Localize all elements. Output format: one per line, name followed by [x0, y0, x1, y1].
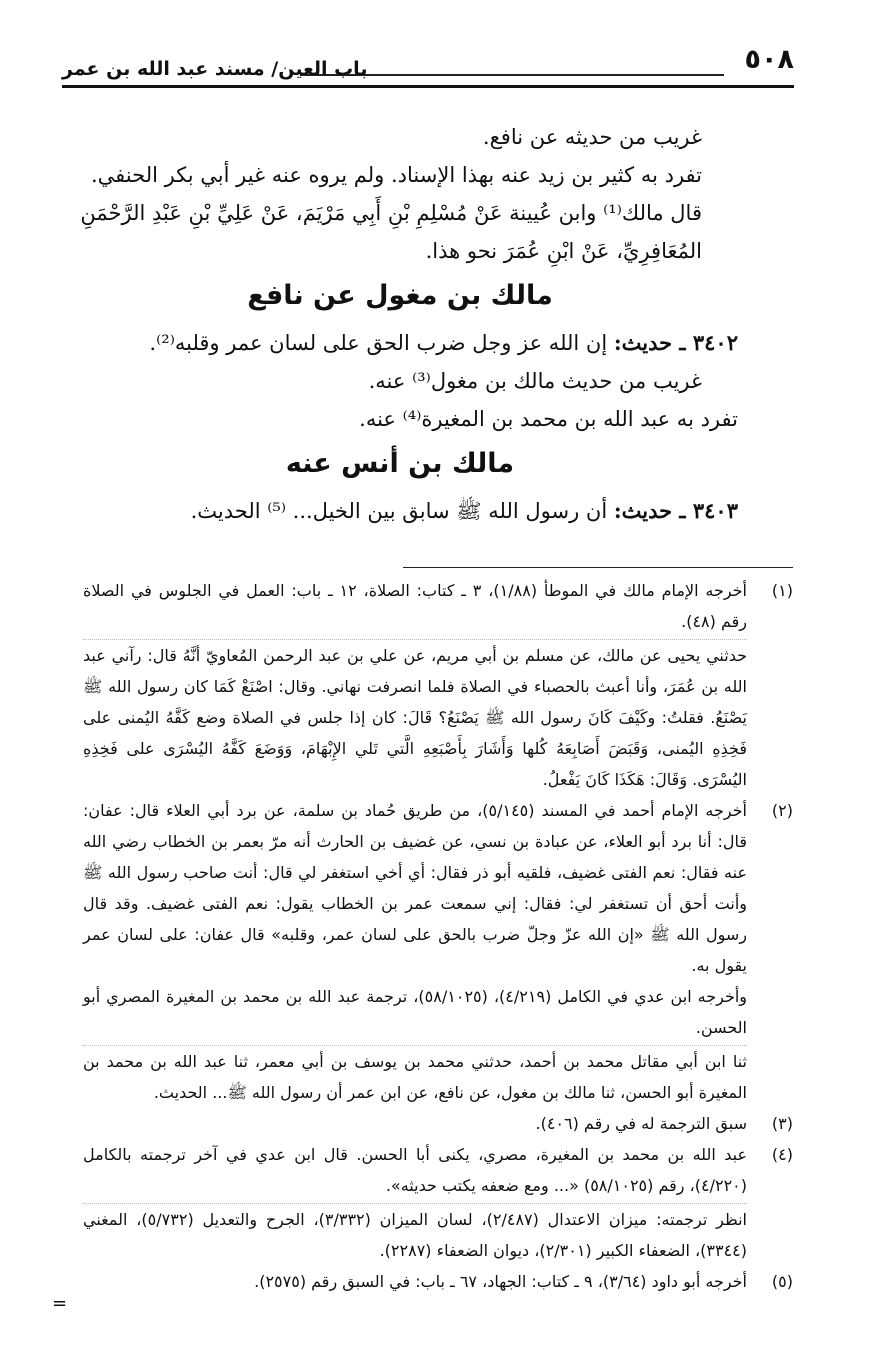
footnote [83, 1266, 793, 1297]
footnote-text: انظر ترجمته: ميزان الاعتدال (٢/٤٨٧)، لسان الميزان (٣/٣٣٢)، الجرح والتعديل (٥/٧٣٢)، المغني (٣٣٤٤)، الضعفاء الكبير (٢/٣٠١)، ديوان الضعفاء (٢٢٨٧). [83, 1203, 747, 1266]
footnote-text: أخرجه الإمام مالك في الموطأ (١/٨٨)، ٣ ـ كتاب: الصلاة، ١٢ ـ باب: العمل في الجلوس في الصلاة رقم (٤٨). [83, 581, 748, 631]
footnote-number: (٤) [771, 1145, 793, 1164]
paragraph: قال مالك⁽¹⁾ وابن عُيينة عَنْ مُسْلِمِ بْنِ أَبِي مَرْيَمَ، عَنْ عَلِيِّ بْنِ عَبْدِ الرَّحْمَنِ المُعَافِرِيِّ، عَنْ ابْنِ عُمَرَ نحو هذا. [80, 201, 702, 263]
footnote-number: (٥) [771, 1272, 793, 1291]
footnote-number: (٢) [771, 801, 793, 820]
paragraph: تفرد به عبد الله بن محمد بن المغيرة⁽⁴⁾ عنه. [359, 407, 738, 431]
footnote-text: حدثني يحيى عن مالك، عن مسلم بن أبي مريم، عن علي بن عبد الرحمن المُعاويّ أنَّهُ قال: رآني عبد الله بن عُمَرَ، وأنا أعبث بالحصباء في الصلاة فلما انصرفت نهاني. وقال: اصْنَعْ كَمَا كان رسول الله ﷺ يَصْنَعُ. فقلتُ: وكَيْفَ كَانَ رسول الله ﷺ يَصْنَعُ؟ قَالَ: كان إذا جلس في الصلاة وضع كَفَّهُ اليُمنى على فَخِذِهِ اليُمنى، وَقَبَضَ أَصَابِعَهُ كُلها وَأَشَارَ بِأَصْبَعِهِ الَّتي تَلي الإِبْهَامَ، وَوَضَعَ كَفَّهُ اليُسْرَى على فَخِذِهِ اليُسْرَى. وَقَالَ: هَكَذَا كَانَ يَفْعلُ. [83, 639, 747, 795]
footnote [83, 795, 793, 1108]
paragraph: تفرد به كثير بن زيد عنه بهذا الإسناد. ولم يروه عنه غير أبي بكر الحنفي. [91, 163, 702, 187]
footnotes [83, 575, 793, 1297]
hadith-text: إن الله عز وجل ضرب الحق على لسان عمر وقلبه⁽²⁾. [149, 331, 608, 355]
header-rule [62, 85, 794, 88]
footnote-text: عبد الله بن محمد بن المغيرة، مصري، يكنى أبا الحسن. قال ابن عدي في آخر ترجمته بالكامل (٤/٢٢٠)، رقم (٥٨/١٠٢٥) «... ومع ضعفه يكتب حديثه». [83, 1145, 747, 1195]
page-number: ٥٠٨ [744, 44, 794, 75]
hadith-number: ٣٤٠٣ ـ حديث: [613, 498, 738, 523]
footnote-text: أخرجه أبو داود (٣/٦٤)، ٩ ـ كتاب: الجهاد، ٦٧ ـ باب: في السبق رقم (٢٥٧٥). [254, 1272, 747, 1291]
footnote-number: (٣) [771, 1114, 793, 1133]
main-text [62, 118, 738, 530]
hadith-text: أن رسول الله ﷺ سابق بين الخيل... ⁽⁵⁾ الحديث. [190, 499, 608, 523]
footnote-text: أخرجه الإمام أحمد في المسند (٥/١٤٥)، من طريق حُماد بن سلمة، عن برد أبي العلاء قال: عفان: قال: أنا برد أبو العلاء، عن عبادة بن نسي، عن غضيف بن الحارث أنه مرّ بعمر بن الخطاب رضي الله عنه فقال: نعم الفتى غضيف، فلقيه أبو ذر فقال: أي أخي استغفر لي قال: أنت صاحب رسول الله ﷺ وأنت أحق أن تستغفر لي: فقال: إني سمعت عمر بن الخطاب يقول: نعم الفتى غضيف. وقد قال رسول الله ﷺ «إن الله عزّ وجلّ ضرب بالحق على لسان عمر، وقلبه» قال عفان: على لسان عمر يقول به. [83, 801, 748, 975]
continuation-mark: = [52, 1293, 68, 1314]
section-title: مالك بن أنس عنه [285, 448, 515, 479]
footnote [83, 1108, 793, 1139]
running-title: باب العين/ مسند عبد الله بن عمر [62, 58, 368, 80]
footnote-text: سبق الترجمة له في رقم (٤٠٦). [535, 1114, 747, 1133]
footnote-number: (١) [771, 581, 793, 600]
footnote-text: ثنا ابن أبي مقاتل محمد بن أحمد، حدثني محمد بن يوسف بن أبي معمر، ثنا عبد الله بن محمد بن المغيرة أبو الحسن، ثنا مالك بن مغول، عن نافع، عن ابن عمر أن رسول الله ﷺ... الحديث. [83, 1045, 747, 1108]
paragraph: غريب من حديثه عن نافع. [482, 125, 702, 149]
page-header [62, 44, 794, 88]
footnote [83, 1139, 793, 1266]
footnote [83, 575, 793, 795]
footnote-text: وأخرجه ابن عدي في الكامل (٤/٢١٩)، (٥٨/١٠٢٥)، ترجمة عبد الله بن محمد بن المغيرة المصري أبو الحسن. [83, 987, 748, 1037]
paragraph: غريب من حديث مالك بن مغول⁽³⁾ عنه. [368, 369, 702, 393]
section-title: مالك بن مغول عن نافع [247, 280, 553, 311]
hadith-entry [62, 492, 738, 530]
hadith-entry [62, 324, 738, 362]
footnote-separator [403, 567, 793, 568]
hadith-number: ٣٤٠٢ ـ حديث: [613, 330, 738, 355]
